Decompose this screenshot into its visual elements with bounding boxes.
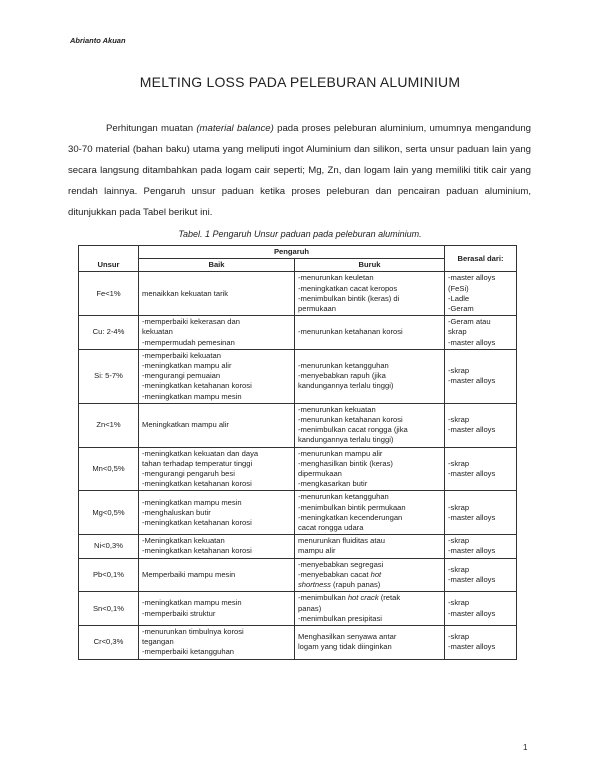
alloy-effects-table [78,245,517,660]
cell-baik [139,316,295,350]
cell-unsur: Sn<0,1% [79,592,139,626]
text-segment: -menimbulkan presipitasi [298,613,382,623]
cell-berasal-line: -master alloys [448,642,496,652]
cell-baik [139,625,295,659]
cell-baik-line: -meningkatkan ketahanan korosi [142,381,252,391]
cell-buruk-line: Menghasilkan senyawa antar [298,632,397,641]
cell-buruk-line [298,560,441,570]
cell-buruk-line [298,614,441,624]
cell-buruk [295,447,445,491]
table-row [79,316,517,350]
cell-baik-line: -memperbaiki struktur [142,608,216,618]
cell-berasal-line: -master alloys [448,574,496,584]
cell-buruk [295,535,445,558]
text-segment: panas) [298,603,322,613]
cell-buruk-line: -menurunkan keuletan [298,273,374,283]
cell-buruk-line: cacat rongga udara [298,523,364,533]
cell-unsur: Si: 5-7% [79,349,139,403]
cell-berasal-line: -skrap [448,415,470,425]
cell-baik-line: -menurunkan timbulnya korosi [142,626,244,636]
cell-unsur: Ni<0,3% [79,535,139,558]
italic-term: shortness [298,580,331,590]
cell-berasal [445,625,517,659]
cell-berasal-line: -master alloys [448,469,496,479]
cell-buruk-line: -mengkasarkan butir [298,479,368,489]
cell-berasal-line: -master alloys [448,376,496,386]
cell-baik-line: -memperbaiki ketangguhan [142,647,235,657]
cell-buruk [295,558,445,592]
text-segment: (retak [378,593,401,603]
cell-berasal-line: -skrap [448,632,470,641]
cell-berasal [445,592,517,626]
cell-baik [139,403,295,447]
text-segment: -menyebabkan cacat [298,569,371,579]
cell-berasal-line: -Geram [448,304,474,314]
text-segment: -menyebabkan segregasi [298,559,384,569]
cell-berasal [445,447,517,491]
cell-berasal [445,491,517,535]
header-unsur: Unsur [79,246,139,272]
cell-baik-line: kekuatan [142,327,173,337]
cell-buruk-line: -menimbulkan cacat rongga (jika [298,425,408,435]
cell-buruk-line: -menurunkan ketangguhan [298,361,389,371]
cell-baik-line: -meningkatkan mampu mesin [142,598,242,608]
cell-buruk-line: -menyebabkan rapuh (jika [298,371,386,381]
table-caption: Tabel. 1 Pengaruh Unsur paduan pada peleburan aluminium. [178,229,422,239]
cell-berasal-line: -master alloys [448,608,496,618]
cell-baik [139,592,295,626]
cell-berasal-line: -master alloys [448,337,496,347]
cell-berasal [445,403,517,447]
document-title: MELTING LOSS PADA PELEBURAN ALUMINIUM [139,74,461,90]
cell-buruk-line: -menurunkan kekuatan [298,404,376,414]
cell-berasal-line: -Geram atau [448,317,491,327]
cell-buruk [295,592,445,626]
cell-baik-line: -mengurangi pemuaian [142,371,221,381]
header-baik: Baik [139,259,295,272]
cell-baik-line: -memperbaiki kekuatan [142,350,221,360]
cell-buruk-line [298,593,441,603]
cell-buruk-line: logam yang tidak diinginkan [298,642,392,652]
cell-berasal-line: -master alloys [448,273,496,283]
cell-buruk [295,272,445,316]
italic-term: hot [370,569,382,579]
table-row [79,625,517,659]
cell-baik-line: -memperbaiki kekerasan dan [142,317,240,327]
cell-unsur: Cu: 2-4% [79,316,139,350]
cell-baik-line: -meningkatkan mampu mesin [142,391,242,401]
table-row [79,349,517,403]
cell-berasal [445,349,517,403]
cell-baik-line: -meningkatkan ketahanan korosi [142,546,252,556]
text-segment: (rapuh panas) [330,580,381,590]
cell-baik-line: -meningkatkan mampu alir [142,361,232,371]
cell-baik [139,349,295,403]
cell-buruk-line: mampu alir [298,546,336,556]
cell-baik-line: -meningkatkan kekuatan dan daya [142,448,259,458]
table-header-row [79,246,517,259]
cell-buruk-line: kandungannya terlalu tinggi) [298,435,394,445]
cell-buruk-line: -menurunkan ketahanan korosi [298,415,403,425]
cell-buruk-line [298,604,441,614]
cell-buruk-line [298,580,441,590]
table-row [79,447,517,491]
cell-buruk [295,316,445,350]
table-body [79,272,517,659]
table-row [79,558,517,592]
cell-buruk [295,403,445,447]
cell-buruk-line: -meningkatkan kecenderungan [298,512,403,522]
cell-berasal-line: -master alloys [448,425,496,435]
cell-buruk-line: -menurunkan mampu alir [298,448,383,458]
cell-buruk-line: -menimbulkan bintik permukaan [298,502,406,512]
cell-berasal [445,272,517,316]
table-row [79,403,517,447]
cell-berasal [445,316,517,350]
author-name: Abrianto Akuan [70,36,126,45]
cell-baik-line: tahan terhadap temperatur tinggi [142,458,253,468]
cell-berasal-line: -skrap [448,458,470,468]
cell-unsur: Cr<0,3% [79,625,139,659]
table-row [79,592,517,626]
paragraph-text-start: Perhitungan muatan [106,123,197,134]
cell-buruk-line: -meningkatkan cacat keropos [298,283,398,293]
cell-baik [139,491,295,535]
cell-buruk [295,491,445,535]
cell-buruk [295,625,445,659]
cell-baik [139,535,295,558]
header-berasal: Berasal dari: [445,246,517,272]
cell-baik-line: -meningkatkan mampu mesin [142,497,242,507]
cell-berasal-line: -master alloys [448,546,496,556]
cell-baik [139,558,295,592]
cell-buruk-line: -menurunkan ketangguhan [298,492,389,502]
cell-berasal-line: -skrap [448,366,470,376]
cell-berasal [445,535,517,558]
cell-unsur: Zn<1% [79,403,139,447]
cell-buruk-line: -menurunkan ketahanan korosi [298,327,403,337]
text-segment: -menimbulkan [298,593,348,603]
cell-baik-line: Memperbaiki mampu mesin [142,569,236,579]
cell-baik-line: menaikkan kekuatan tarik [142,288,229,298]
cell-berasal-line: -skrap [448,598,470,608]
intro-paragraph [68,118,531,223]
cell-buruk-line: -menimbulkan bintik (keras) di [298,293,400,303]
cell-buruk-line: kandungannya terlalu tinggi) [298,381,394,391]
cell-baik-line: -meningkatkan ketahanan korosi [142,517,252,527]
cell-berasal-line: -skrap [448,536,470,546]
cell-berasal-line: skrap [448,327,467,337]
cell-baik-line: tegangan [142,637,174,647]
table-row [79,272,517,316]
cell-baik-line: -menghaluskan butir [142,507,211,517]
cell-baik [139,447,295,491]
cell-berasal-line: -skrap [448,564,470,574]
page-number: 1 [523,743,528,752]
cell-unsur: Fe<1% [79,272,139,316]
header-pengaruh: Pengaruh [139,246,445,259]
cell-baik-line: -mempermudah pemesinan [142,337,235,347]
cell-baik [139,272,295,316]
cell-berasal-line: -master alloys [448,512,496,522]
paragraph-text-end: pada proses peleburan aluminium, umumnya mengandung 30-70 material (bahan baku) utama yang meliputi ingot Aluminium dan silikon, serta unsur paduan lain yang secara langsung ditambahkan pada logam cair seperti; Mg, Zn, dan logam lain yang memiliki titik cair yang rendah lainnya. Pengaruh unsur paduan ketika proses peleburan dan pencairan paduan aluminium, ditunjukkan pada Tabel berikut ini. [68,123,531,218]
cell-unsur: Pb<0,1% [79,558,139,592]
cell-baik-line: -meningkatkan ketahanan korosi [142,479,252,489]
cell-berasal-line: -skrap [448,502,470,512]
cell-buruk-line: permukaan [298,304,336,314]
table-row [79,535,517,558]
cell-buruk [295,349,445,403]
cell-unsur: Mg<0,5% [79,491,139,535]
cell-berasal-line: -Ladle [448,293,470,303]
cell-baik-line: -mengurangi pengaruh besi [142,469,235,479]
table-row [79,491,517,535]
cell-buruk-line [298,570,441,580]
cell-baik-line: Meningkatkan mampu alir [142,420,229,430]
italic-term: hot crack [347,593,379,603]
cell-berasal [445,558,517,592]
cell-unsur: Mn<0,5% [79,447,139,491]
cell-buruk-line: dipermukaan [298,469,342,479]
cell-berasal-line: (FeSi) [448,283,469,293]
paragraph-italic-term: (material balance) [196,123,274,134]
cell-buruk-line: -menghasilkan bintik (keras) [298,458,393,468]
cell-baik-line: -Meningkatkan kekuatan [142,536,225,546]
header-buruk: Buruk [295,259,445,272]
cell-buruk-line: menurunkan fluiditas atau [298,536,385,546]
